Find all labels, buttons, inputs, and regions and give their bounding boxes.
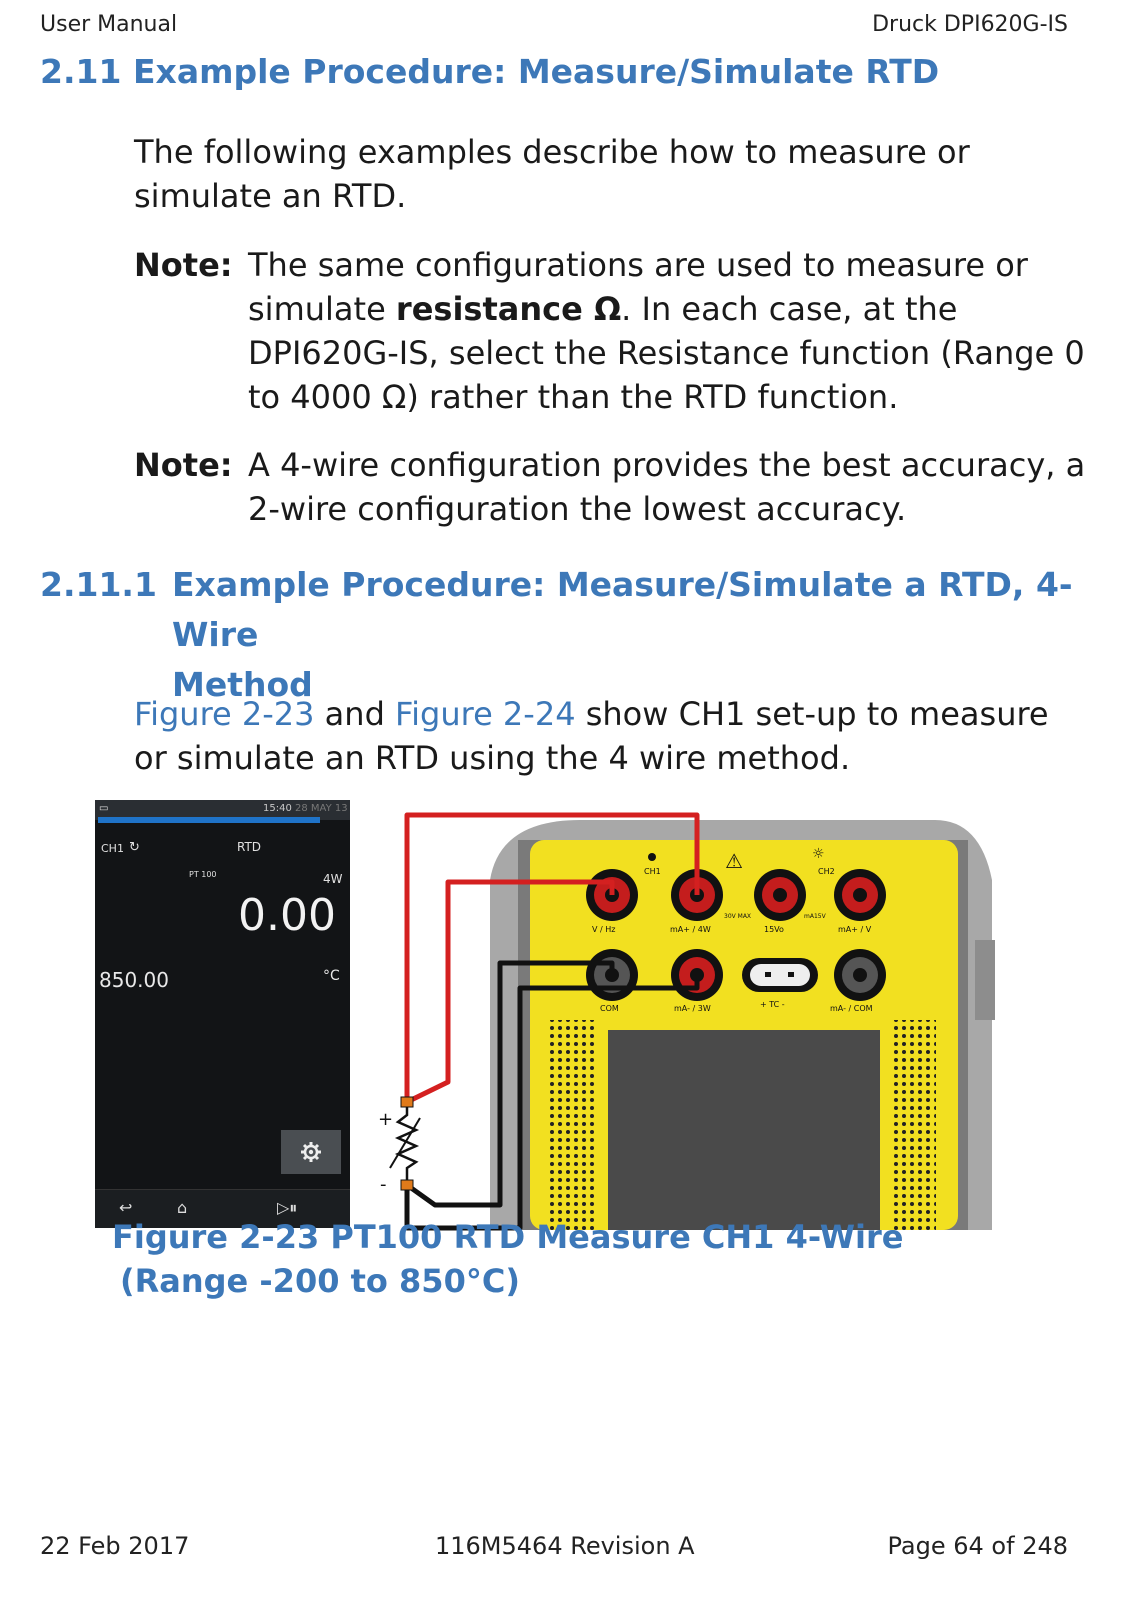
run-pause-icon[interactable]: ▷⏸ — [277, 1198, 298, 1217]
mav-label: mA+ / V — [838, 925, 872, 934]
figure-2-24-link[interactable]: Figure 2-24 — [395, 695, 576, 733]
terminal-ma-com — [834, 949, 886, 1001]
note-line: A 4-wire configuration provides the best accuracy, a — [248, 446, 1086, 484]
ma4w-label: mA+ / 4W — [670, 925, 711, 934]
tc-label: + TC - — [760, 1000, 785, 1009]
terminal-15vo — [754, 869, 806, 921]
max-label: 30V MAX — [724, 913, 752, 920]
resistance-term: resistance Ω — [395, 290, 622, 328]
home-icon[interactable]: ⌂ — [177, 1198, 188, 1217]
note-line: The same configurations are used to measure or — [248, 246, 1028, 284]
gear-icon — [300, 1141, 322, 1163]
figure-caption — [112, 1215, 903, 1303]
settings-button[interactable] — [281, 1130, 341, 1174]
subsection-title — [172, 560, 1130, 710]
com-label: COM — [600, 1004, 619, 1013]
note-line: 2-wire configuration the lowest accuracy. — [248, 490, 907, 528]
plus-label: + — [378, 1109, 394, 1130]
wire-mode-label: 4W — [323, 872, 343, 886]
wiring-diagram — [380, 800, 1005, 1230]
ma15-label: mA15V — [804, 913, 826, 920]
section-number: 2.11 — [40, 52, 122, 91]
note1-text — [248, 243, 1085, 419]
channel-mode-icon: ↻ — [129, 840, 140, 855]
note2-label: Note: — [134, 446, 233, 484]
subsection-number: 2.11.1 — [40, 565, 157, 604]
dot-grille-left — [550, 1020, 596, 1230]
ma3w-label: mA- / 3W — [674, 1004, 711, 1013]
subsection-title-line: Method — [172, 665, 313, 704]
macom-label: mA- / COM — [830, 1004, 873, 1013]
terminal-tc — [742, 958, 818, 992]
progress-bar — [98, 817, 320, 823]
sensor-label: PT 100 — [189, 870, 217, 879]
warning-icon: ⚠ — [725, 849, 743, 873]
battery-icon: ▭ — [99, 803, 109, 814]
caption-line: Figure 2-23 PT100 RTD Measure CH1 4-Wire — [112, 1218, 904, 1256]
section-title: Example Procedure: Measure/Simulate RTD — [133, 52, 940, 91]
header-product-label: Druck DPI620G-IS — [872, 12, 1068, 37]
caption-line: (Range -200 to 850°C) — [120, 1262, 520, 1300]
footer-date: 22 Feb 2017 — [40, 1532, 190, 1560]
note-line: simulate resistance Ω. In each case, at the — [248, 290, 958, 328]
note-line: DPI620G-IS, select the Resistance function (Range 0 — [248, 334, 1085, 372]
setpoint-value: 850.00 — [99, 968, 169, 992]
light-icon: ☼ — [812, 846, 825, 862]
minus-label: - — [380, 1174, 387, 1195]
note-line: to 4000 Ω) rather than the RTD function. — [248, 378, 899, 416]
ch1-label: CH1 — [644, 867, 661, 876]
rtd-terminal-plus — [401, 1097, 413, 1107]
15vo-label: 15Vo — [764, 925, 784, 934]
note2-text — [248, 443, 1085, 531]
intro-paragraph — [134, 130, 970, 218]
para-line: or simulate an RTD using the 4 wire method. — [134, 739, 851, 777]
rtd-terminal-minus — [401, 1180, 413, 1190]
note1-label: Note: — [134, 246, 233, 284]
unit-label: °C — [323, 968, 340, 984]
measurement-reading: 0.00 — [238, 890, 336, 941]
para-line: Figure 2-23 and Figure 2-24 show CH1 set-up to measure — [134, 695, 1049, 733]
rtd-resistor — [398, 1107, 416, 1180]
function-label: RTD — [237, 840, 262, 854]
section-heading — [40, 52, 939, 91]
dot-grille-right — [890, 1020, 936, 1230]
footer-document-number: 116M5464 Revision A — [435, 1532, 695, 1560]
device-display — [608, 1030, 880, 1230]
ch1-dot — [648, 853, 656, 861]
vhz-label: V / Hz — [592, 925, 616, 934]
subsection-title-line: Example Procedure: Measure/Simulate a RTD, 4-Wire — [172, 565, 1073, 654]
back-icon[interactable]: ↩ — [119, 1198, 133, 1217]
channel-label: CH1 — [101, 842, 124, 855]
terminal-ma-v — [834, 869, 886, 921]
intro-line: The following examples describe how to measure or — [134, 133, 970, 171]
footer-page-number: Page 64 of 248 — [887, 1532, 1068, 1560]
header-manual-label: User Manual — [40, 12, 178, 37]
status-time: 15:40 28 MAY 13 — [263, 803, 348, 814]
intro-line: simulate an RTD. — [134, 177, 407, 215]
figure-reference-paragraph — [134, 692, 1049, 780]
ch2-label: CH2 — [818, 867, 835, 876]
figure-2-23-link[interactable]: Figure 2-23 — [134, 695, 315, 733]
device-screen-image — [95, 800, 350, 1227]
